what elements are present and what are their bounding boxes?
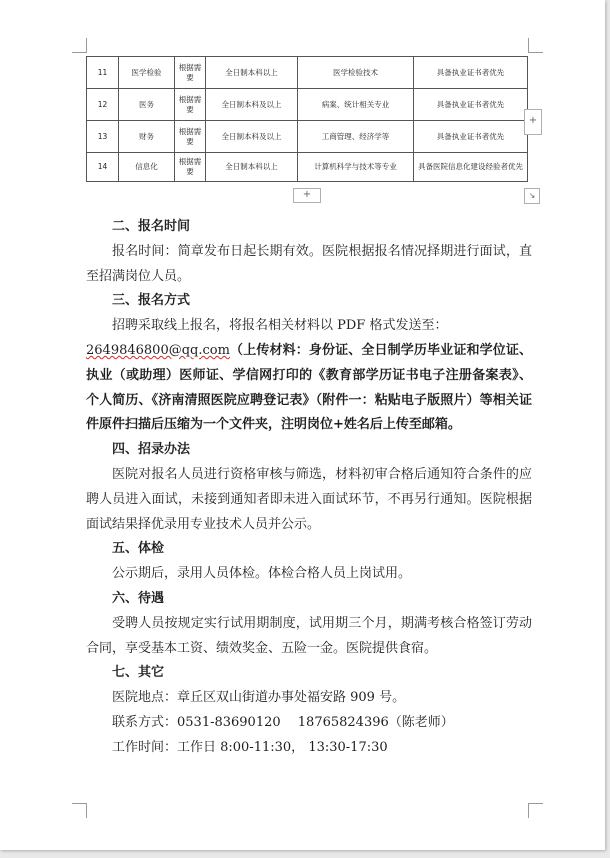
section-paragraph: 公示期后，录用人员体检。体检合格人员上岗试用。 bbox=[112, 566, 412, 582]
section-heading: 二、报名时间 bbox=[112, 219, 191, 234]
position-table bbox=[86, 56, 528, 182]
add-row-button[interactable]: + bbox=[293, 188, 321, 203]
table-row bbox=[87, 153, 528, 182]
cell-dept[interactable]: 财务 bbox=[119, 121, 175, 153]
cell-note[interactable]: 具备执业证书者优先 bbox=[414, 121, 528, 153]
cell-count[interactable]: 根据需要 bbox=[175, 57, 206, 89]
document-body bbox=[86, 215, 532, 761]
cell-major[interactable]: 医学检验技术 bbox=[298, 57, 414, 89]
email-address: 2649846800@qq.com bbox=[86, 342, 230, 358]
section-heading: 六、待遇 bbox=[112, 590, 165, 606]
cell-major[interactable]: 工商管理、经济学等 bbox=[298, 121, 414, 153]
cell-major[interactable]: 计算机科学与技术等专业 bbox=[298, 153, 414, 182]
cell-note[interactable]: 具备医院信息化建设经验者优先 bbox=[414, 153, 528, 182]
table-row bbox=[87, 89, 528, 121]
upload-requirements-text: （上传材料：身份证、全日制学历毕业证和学位证、执业（或助理）医师证、学信网打印的《教育部学历证书电子注册备案表》、个人简历、《济南清照医院应聘登记表》（附件一：粘贴电子版照片）等相关证件原件扫描后压缩为一个文件夹，注明岗位+姓名后上传至邮箱。 bbox=[86, 342, 532, 433]
section-paragraph: 受聘人员按规定实行试用期制度，试用期三个月，期满考核合格签订劳动合同，享受基本工资、绩效奖金、五险一金。医院提供食宿。 bbox=[86, 615, 532, 656]
section-paragraph bbox=[86, 339, 532, 438]
section-heading: 五、体检 bbox=[112, 541, 165, 557]
section-heading: 七、其它 bbox=[112, 665, 165, 681]
crop-mark-bottom-left bbox=[72, 803, 87, 818]
cell-no[interactable]: 13 bbox=[87, 121, 119, 153]
crop-mark-top-right bbox=[528, 38, 543, 53]
cell-edu[interactable]: 全日制本科以上 bbox=[206, 57, 298, 89]
table-resize-handle[interactable]: ↘ bbox=[524, 188, 540, 204]
cell-no[interactable]: 11 bbox=[87, 57, 119, 89]
address-line: 医院地点：章丘区双山街道办事处福安路 909 号。 bbox=[112, 690, 406, 706]
cell-dept[interactable]: 医务 bbox=[119, 89, 175, 121]
hours-line: 工作时间：工作日 8:00-11:30， 13:30-17:30 bbox=[112, 739, 388, 755]
cell-count[interactable]: 根据需要 bbox=[175, 89, 206, 121]
cell-major[interactable]: 病案、统计相关专业 bbox=[298, 89, 414, 121]
section-heading: 四、招录办法 bbox=[112, 442, 191, 458]
crop-mark-bottom-right bbox=[528, 803, 543, 818]
cell-note[interactable]: 具备执业证书者优先 bbox=[414, 57, 528, 89]
section-paragraph: 招聘采取线上报名，将报名相关材料以 PDF 格式发送至： bbox=[112, 318, 448, 334]
section-paragraph: 报名时间：简章发布日起长期有效。医院根据报名情况择期进行面试，直至招满岗位人员。 bbox=[86, 243, 532, 284]
cell-dept[interactable]: 医学检验 bbox=[119, 57, 175, 89]
phone-line: 联系方式：0531-83690120 18765824396（陈老师） bbox=[112, 714, 454, 730]
table-row bbox=[87, 121, 528, 153]
cell-edu[interactable]: 全日制本科以上 bbox=[206, 153, 298, 182]
cell-edu[interactable]: 全日制本科及以上 bbox=[206, 89, 298, 121]
crop-mark-top-left bbox=[72, 38, 87, 53]
cell-count[interactable]: 根据需要 bbox=[175, 121, 206, 153]
cell-note[interactable]: 具备执业证书者优先 bbox=[414, 89, 528, 121]
add-column-button[interactable]: + bbox=[524, 109, 542, 135]
cell-count[interactable]: 根据需要 bbox=[175, 153, 206, 182]
cell-no[interactable]: 14 bbox=[87, 153, 119, 182]
section-paragraph: 医院对报名人员进行资格审核与筛选，材料初审合格后通知符合条件的应聘人员进入面试，未接到通知者即未进入面试环节，不再另行通知。医院根据面试结果择优录用专业技术人员并公示。 bbox=[86, 466, 532, 532]
cell-edu[interactable]: 全日制本科及以上 bbox=[206, 121, 298, 153]
table-row bbox=[87, 57, 528, 89]
cell-no[interactable]: 12 bbox=[87, 89, 119, 121]
cell-dept[interactable]: 信息化 bbox=[119, 153, 175, 182]
section-heading: 三、报名方式 bbox=[112, 293, 191, 309]
